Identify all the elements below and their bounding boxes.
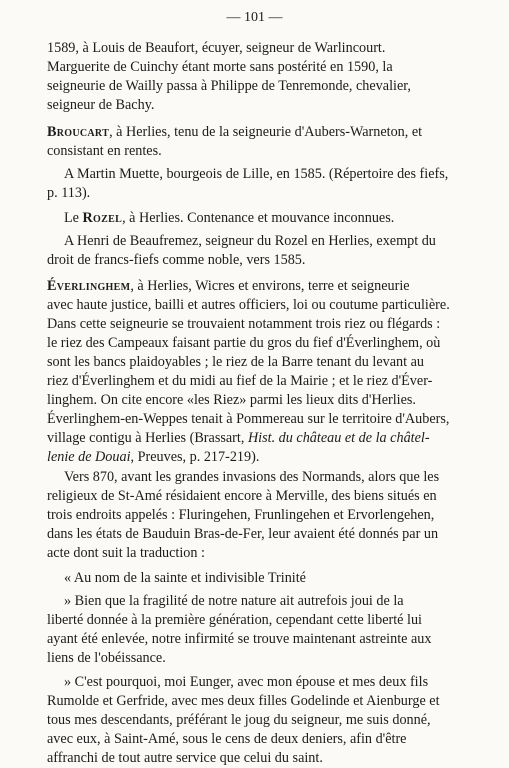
text-line	[47, 430, 430, 447]
text-line: linghem. On cite encore «les Riez» parmi les lieux dits d'Herlies.	[47, 392, 416, 408]
text-line: riez d'Éverlinghem et du midi au fief de la Mairie ; et le riez d'Éver-	[47, 373, 433, 389]
text-line: seigneur de Bachy.	[47, 97, 155, 113]
text-line: liberté donnée à la première génération, cependant cette liberté lui	[47, 612, 422, 628]
text-line-content: 1589, à Louis de Beaufort, écuyer, seigneur de Warlincourt.	[47, 40, 386, 56]
text-line	[47, 40, 459, 57]
text-line	[64, 210, 394, 227]
citation-title: lenie de Douai	[47, 449, 131, 465]
text-line: trois endroits appelés : Fluringehen, Frunlingehen et Ervorlengehen,	[47, 507, 435, 523]
text-line: sont les bancs plaidoyables ; le riez de la Barre tenant du levant au	[47, 354, 425, 370]
text-line-content: , à Herlies, Wicres et environs, terre et seigneurie	[130, 278, 410, 294]
fief-name: Rozel	[82, 210, 123, 226]
text-line	[47, 278, 410, 295]
text-line: p. 113).	[47, 185, 91, 201]
text-line	[47, 59, 459, 76]
citation-title: Hist. du château et de la châtel-	[247, 430, 430, 446]
text-line: avec haute justice, bailli et autres officiers, loi ou coutume particulière.	[47, 297, 450, 313]
text-line-content: , à Herlies. Contenance et mouvance inconnues.	[122, 210, 395, 226]
text-line: Rumolde et Gerfride, avec mes deux filles Godelinde et Aienburge et	[47, 693, 440, 709]
text-line: consistant en rentes.	[47, 143, 162, 159]
text-line-content: village contigu à Herlies (Brassart,	[47, 430, 248, 446]
text-line: dans les états de Bauduin Bras-de-Fer, leur avaient été donnés par un	[47, 526, 439, 542]
text-line: acte dont suit la traduction :	[47, 545, 205, 561]
text-line: religieux de St-Amé résidaient encore à Merville, des biens situés en	[47, 488, 437, 504]
text-line: seigneurie de Wailly passa à Philippe de Tenremonde, chevalier,	[47, 78, 411, 94]
text-line: » C'est pourquoi, moi Eunger, avec mon épouse et mes deux fils	[64, 674, 429, 690]
text-line: avec eux, à Saint-Amé, sous le cens de deux deniers, afin d'être	[47, 731, 407, 747]
text-line: « Au nom de la sainte et indivisible Trinité	[64, 570, 306, 586]
text-line	[47, 449, 259, 466]
text-line: » Bien que la fragilité de notre nature ait autrefois joui de la	[64, 593, 404, 609]
text-line: A Henri de Beaufremez, seigneur du Rozel en Herlies, exempt du	[64, 233, 436, 249]
text-line: Éverlinghem-en-Weppes tenait à Pommereau sur le territoire d'Aubers,	[47, 411, 450, 427]
fief-name: Éverlinghem	[47, 278, 131, 294]
text-line: droit de francs-fiefs comme noble, vers 1585.	[47, 252, 306, 268]
text-line-content: Marguerite de Cuinchy étant morte sans postérité en 1590, la	[47, 59, 393, 75]
fief-name: Broucart	[47, 124, 110, 140]
page-number: — 101 —	[226, 10, 283, 25]
text-line	[47, 124, 422, 141]
text-line: ayant été enlevée, notre infirmité se trouve maintenant astreinte aux	[47, 631, 432, 647]
text-line: affranchi de tout autre service que celui du saint.	[47, 750, 323, 766]
text-line: Dans cette seigneurie se trouvaient notamment trois riez ou flégards :	[47, 316, 441, 332]
text-line: liens de l'obéissance.	[47, 650, 166, 666]
text-line: A Martin Muette, bourgeois de Lille, en 1585. (Répertoire des fiefs,	[64, 166, 449, 182]
text-line-content: , Preuves, p. 217-219).	[130, 449, 260, 465]
text-line: Vers 870, avant les grandes invasions des Normands, alors que les	[64, 469, 440, 485]
text-line-content: , à Herlies, tenu de la seigneurie d'Aubers-Warneton, et	[109, 124, 423, 140]
text-line: tous mes descendants, préférant le joug du seigneur, me suis donné,	[47, 712, 431, 728]
text-line-prefix: Le	[64, 210, 83, 226]
text-line: le riez des Campeaux faisant partie du gros du fief d'Éverlinghem, où	[47, 335, 441, 351]
